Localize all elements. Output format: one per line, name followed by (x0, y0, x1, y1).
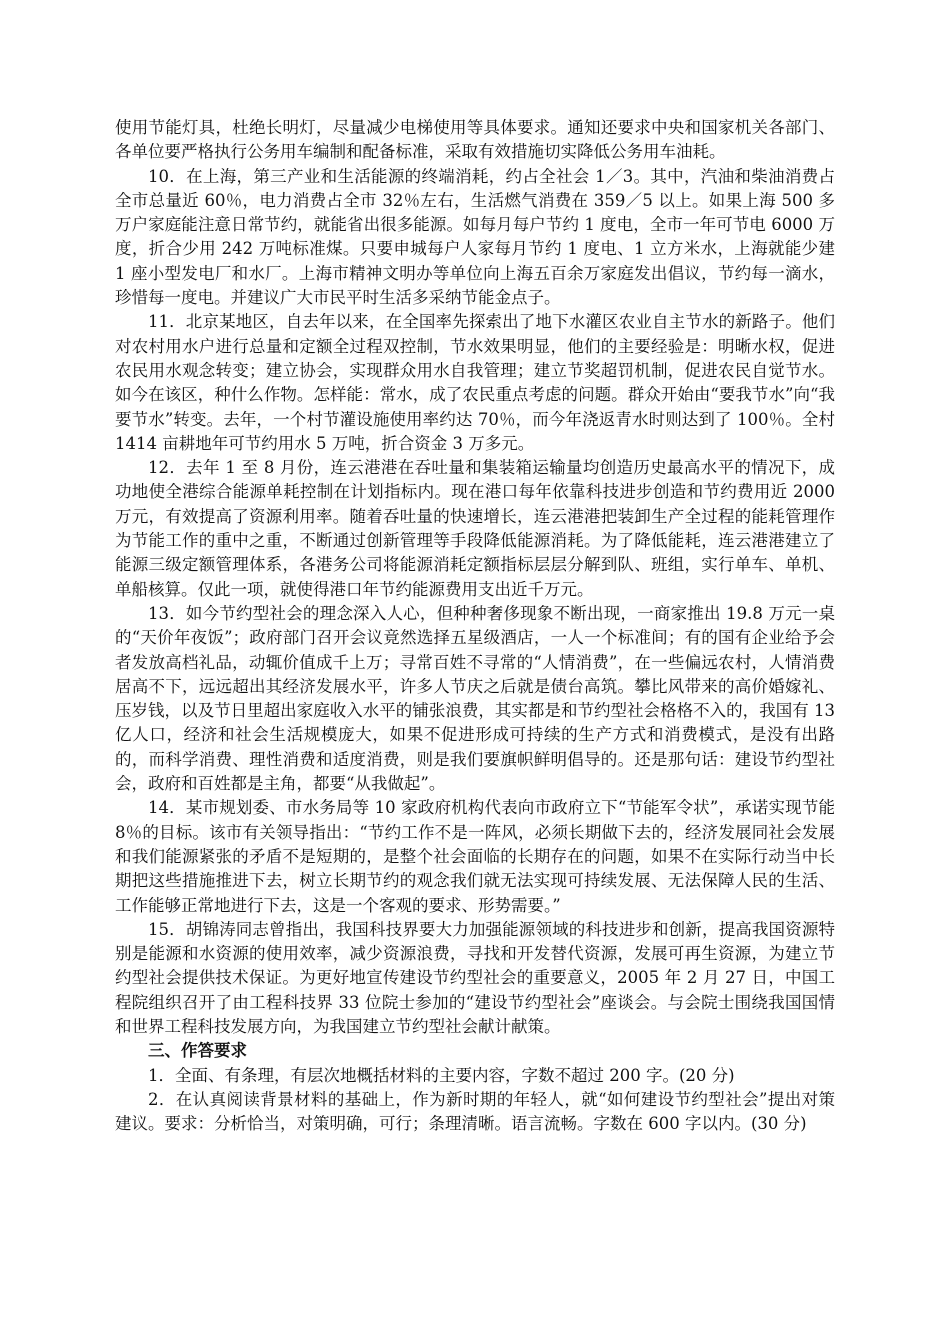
paragraph-item-11: 11．北京某地区，自去年以来，在全国率先探索出了地下水灌区农业自主节水的新路子。他们对农村用水户进行总量和定额全过程双控制，节水效果明显，他们的主要经验是：明晰水权，促进农民用水观念转变；建立协会，实现群众用水自我管理；建立节奖超罚机制，促进农民自觉节水。如今在该区，种什么作物。怎样能：常水，成了农民重点考虑的问题。群众开始由“要我节水”向“我要节水”转变。去年，一个村节灌设施使用率约达 70％，而今年浇返青水时则达到了 100％。全村 1414 亩耕地年可节约用水 5 万吨，折合资金 3 万多元。 (115, 312, 835, 453)
paragraph-item-13: 13．如今节约型社会的理念深入人心，但种种奢侈现象不断出现，一商家推出 19.8 万元一桌的“天价年夜饭”；政府部门召开会议竟然选择五星级酒店，一人一个标准间；有的国有企业给予会者发放高档礼品，动辄价值成千上万；寻常百姓不寻常的“人情消费”，在一些偏远农村，人情消费居高不下，远远超出其经济发展水平，许多人节庆之后就是债台高筑。攀比风带来的高价婚嫁礼、压岁钱，以及节日里超出家庭收入水平的铺张浪费，其实都是和节约型社会格格不入的，我国有 13 亿人口，经济和社会生活规模庞大，如果不促进形成可持续的生产方式和消费模式，是没有出路的，而科学消费、理性消费和适度消费，则是我们要旗帜鲜明倡导的。还是那句话：建设节约型社会，政府和百姓都是主角，都要“从我做起”。 (115, 603, 835, 794)
document-page (115, 116, 835, 1136)
paragraph-item-10: 10．在上海，第三产业和生活能源的终端消耗，约占全社会 1／3。其中，汽油和柴油消费占全市总量近 60％，电力消费占全市 32％左右，生活燃气消费在 359／5 以上。如果上海 500 多万户家庭能注意日常节约，就能省出很多能源。如每月每户节约 1 度电，全市一年可节电 6000 万度，折合少用 242 万吨标准煤。只要申城每户人家每月节约 1 度电、1 立方米水，上海就能少建 1 座小型发电厂和水厂。上海市精神文明办等单位向上海五百余万家庭发出倡议，节约每一滴水，珍惜每一度电。并建议广大市民平时生活多采纳节能金点子。 (115, 166, 835, 308)
paragraph-item-15: 15．胡锦涛同志曾指出，我国科技界要大力加强能源领域的科技进步和创新，提高我国资源特别是能源和水资源的使用效率，减少资源浪费，寻找和开发替代资源，发展可再生资源，为建立节约型社会提供技术保证。为更好地宣传建设节约型社会的重要意义，2005 年 2 月 27 日，中国工程院组织召开了由工程科技界 33 位院士参加的“建设节约型社会”座谈会。与会院士围绕我国国情和世界工程科技发展方向，为我国建立节约型社会献计献策。 (115, 919, 835, 1036)
paragraph-item-14: 14．某市规划委、市水务局等 10 家政府机构代表向市政府立下“节能军令状”，承诺实现节能 8％的目标。该市有关领导指出：“节约工作不是一阵风，必须长期做下去的，经济发展同社会发展和我们能源紧张的矛盾不是短期的，是整个社会面临的长期存在的问题，如果不在实际行动当中长期把这些措施推进下去，树立长期节约的观念我们就无法实现可持续发展、无法保障人民的生活、工作能够正常地进行下去，这是一个客观的要求、形势需要。” (115, 798, 835, 915)
paragraph-item-12: 12．去年 1 至 8 月份，连云港港在吞吐量和集装箱运输量均创造历史最高水平的情况下，成功地使全港综合能源单耗控制在计划指标内。现在港口每年依靠科技进步创造和节约费用近 2000 万元，有效提高了资源利用率。随着吞吐量的快速增长，连云港港把装卸生产全过程的能耗管理作为节能工作的重中之重，不断通过创新管理等手段降低能源消耗。为了降低能耗，连云港港建立了能源三级定额管理体系，各港务公司将能源消耗定额指标层层分解到队、班组，实行单车、单机、单船核算。仅此一项，就使得港口年节约能源费用支出近千万元。 (115, 458, 835, 599)
requirement-item-1: 1．全面、有条理，有层次地概括材料的主要内容，字数不超过 200 字。(20 分) (148, 1065, 735, 1085)
section-heading: 三、作答要求 (148, 1041, 247, 1061)
requirement-item-2: 2．在认真阅读背景材料的基础上，作为新时期的年轻人，就“如何建设节约型社会”提出对策建议。要求：分析恰当，对策明确，可行；条理清晰。语言流畅。字数在 600 字以内。(30 分) (115, 1089, 835, 1134)
paragraph-continuation: 使用节能灯具，杜绝长明灯，尽量减少电梯使用等具体要求。通知还要求中央和国家机关各部门、各单位要严格执行公务用车编制和配备标准，采取有效措施切实降低公务用车油耗。 (115, 118, 835, 162)
